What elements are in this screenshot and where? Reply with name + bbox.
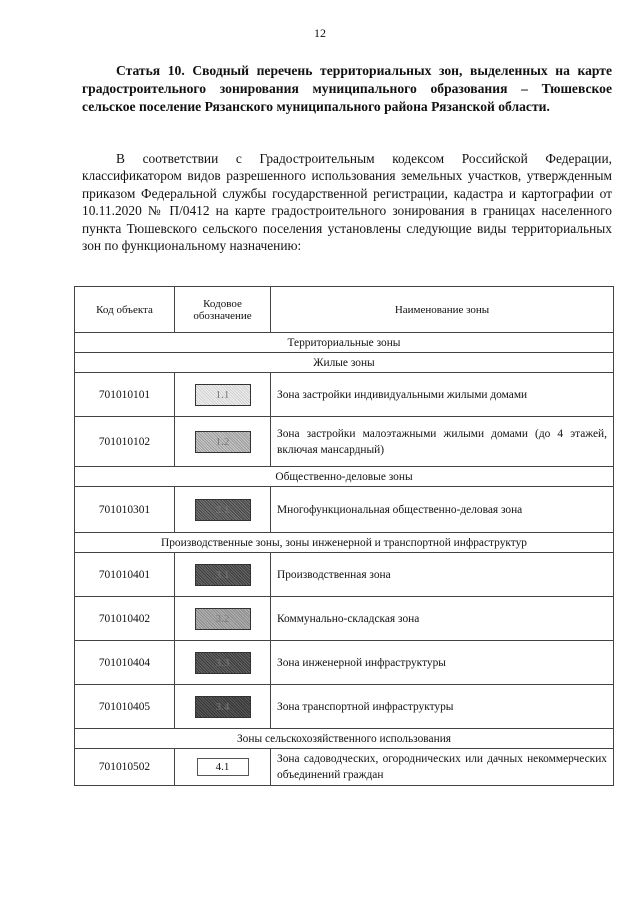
table-row xyxy=(75,641,614,685)
zone-name: Зона садоводческих, огороднических или дачных некоммерческих объединений граждан xyxy=(271,749,614,786)
zone-swatch: 2.1 xyxy=(195,499,251,521)
group-title-residential: Жилые зоны xyxy=(75,353,614,373)
zone-swatch: 3.3 xyxy=(195,652,251,674)
zone-designation-cell xyxy=(175,373,271,417)
zone-designation-cell xyxy=(175,553,271,597)
header-name: Наименование зоны xyxy=(271,287,614,333)
zone-name: Производственная зона xyxy=(271,553,614,597)
zone-designation-cell xyxy=(175,487,271,533)
zone-name: Зона застройки малоэтажными жилыми домами (до 4 этажей, включая мансардный) xyxy=(271,417,614,467)
zone-swatch: 1.1 xyxy=(195,384,251,406)
zone-swatch: 4.1 xyxy=(197,758,249,776)
zone-swatch: 1.2 xyxy=(195,431,251,453)
group-row xyxy=(75,533,614,553)
group-row xyxy=(75,729,614,749)
zones-table xyxy=(74,286,614,786)
group-title-agricultural: Зоны сельскохозяйственного использования xyxy=(75,729,614,749)
zone-code: 701010402 xyxy=(75,597,175,641)
intro-paragraph: В соответствии с Градостроительным кодексом Российской Федерации, классификатором видов разрешенного использования земельных участков, утвержденным приказом Федеральной службы государственной регистрации, кадастра и картографии от 10.11.2020 № П/0412 на карте градостроительного зонирования в границах населенного пункта Тюшевского сельского поселения установлены следующие виды территориальных зон по функциональному назначению: xyxy=(82,151,612,254)
table-row xyxy=(75,597,614,641)
zone-code: 701010301 xyxy=(75,487,175,533)
zone-name: Многофункциональная общественно-деловая зона xyxy=(271,487,614,533)
group-title-public-business: Общественно-деловые зоны xyxy=(75,467,614,487)
section-title: Территориальные зоны xyxy=(75,333,614,353)
table-row xyxy=(75,373,614,417)
header-designation: Кодовое обозначение xyxy=(175,287,271,333)
zone-code: 701010401 xyxy=(75,553,175,597)
zone-swatch: 3.1 xyxy=(195,564,251,586)
group-row xyxy=(75,467,614,487)
zone-designation-cell xyxy=(175,685,271,729)
zone-name: Зона инженерной инфраструктуры xyxy=(271,641,614,685)
zone-designation-cell xyxy=(175,641,271,685)
table-row xyxy=(75,685,614,729)
zone-name: Зона застройки индивидуальными жилыми домами xyxy=(271,373,614,417)
zone-designation-cell xyxy=(175,749,271,786)
zone-code: 701010102 xyxy=(75,417,175,467)
table-row xyxy=(75,487,614,533)
zone-code: 701010404 xyxy=(75,641,175,685)
zone-code: 701010502 xyxy=(75,749,175,786)
zone-code: 701010101 xyxy=(75,373,175,417)
table-row xyxy=(75,417,614,467)
table-header-row xyxy=(75,287,614,333)
zone-swatch: 3.4 xyxy=(195,696,251,718)
table-row xyxy=(75,749,614,786)
zone-code: 701010405 xyxy=(75,685,175,729)
zone-designation-cell xyxy=(175,417,271,467)
group-title-industrial: Производственные зоны, зоны инженерной и транспортной инфраструктур xyxy=(75,533,614,553)
page-number: 12 xyxy=(314,26,326,40)
article-heading: Статья 10. Сводный перечень территориальных зон, выделенных на карте градостроительного зонирования муниципального образования – Тюшевское сельское поселение Рязанского муниципального района Рязанской области. xyxy=(82,63,612,114)
header-code: Код объекта xyxy=(75,287,175,333)
zone-swatch: 3.2 xyxy=(195,608,251,630)
table-row xyxy=(75,553,614,597)
zone-name: Коммунально-складская зона xyxy=(271,597,614,641)
group-row xyxy=(75,353,614,373)
zone-name: Зона транспортной инфраструктуры xyxy=(271,685,614,729)
section-row xyxy=(75,333,614,353)
zone-designation-cell xyxy=(175,597,271,641)
